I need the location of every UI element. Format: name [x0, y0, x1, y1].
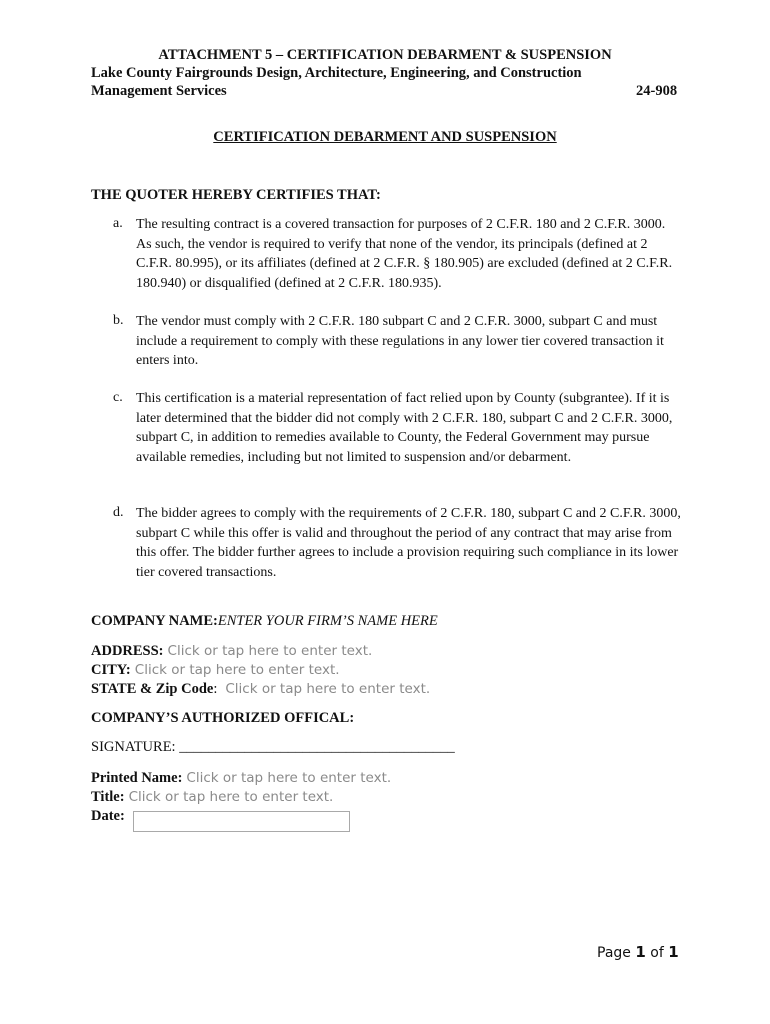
printed-name-field[interactable]: Click or tap here to enter text.: [186, 770, 392, 786]
state-zip-colon: :: [213, 681, 218, 697]
signature-line[interactable]: ______________________________________: [179, 739, 455, 755]
company-name-field[interactable]: ENTER YOUR FIRM’S NAME HERE: [217, 613, 438, 629]
page-current: 1: [635, 943, 646, 961]
city-row: [91, 661, 340, 679]
signature-label: SIGNATURE:: [91, 739, 176, 755]
item-letter: c.: [113, 390, 123, 405]
item-text: The bidder agrees to comply with the requirements of 2 C.F.R. 180, subpart C and 2 C.F.R. 3000, subpart C while this offer is valid and throughout the period of any contract that may arise from this offer. The bidder further agrees to include a provision requiring such compliance in its lower tier covered transactions.: [136, 506, 681, 580]
item-text: The resulting contract is a covered transaction for purposes of 2 C.F.R. 180 and 2 C.F.R. 3000. As such, the vendor is required to verify that none of the vendor, its principals (defined at 2 C.F.R. 80.995), or its affiliates (defined at 2 C.F.R. § 180.905) are excluded (defined at 2 C.F.R. 180.940) or disqualified (defined at 2 C.F.R. 180.935).: [136, 217, 673, 291]
section-title: CERTIFICATION DEBARMENT AND SUSPENSION: [213, 129, 557, 145]
date-field[interactable]: [133, 811, 350, 832]
item-letter: a.: [113, 216, 123, 231]
state-zip-field[interactable]: Click or tap here to enter text.: [225, 681, 431, 697]
title-field[interactable]: Click or tap here to enter text.: [128, 789, 334, 805]
state-zip-label: STATE & Zip Code: [91, 681, 214, 697]
signature-row: [91, 739, 455, 756]
project-number: 24-908: [636, 83, 678, 99]
city-label: CITY:: [91, 662, 131, 678]
page-word: Page: [597, 945, 631, 961]
address-label: ADDRESS:: [91, 643, 164, 659]
title-row: [91, 788, 333, 806]
of-word: of: [650, 945, 664, 961]
company-name-row: [91, 612, 438, 630]
address-row: [91, 642, 372, 660]
item-letter: d.: [113, 505, 124, 520]
authorized-heading: COMPANY’S AUTHORIZED OFFICAL:: [91, 710, 355, 726]
date-label: Date:: [91, 808, 125, 824]
printed-name-row: [91, 769, 391, 787]
page-footer: [597, 943, 679, 961]
city-field[interactable]: Click or tap here to enter text.: [134, 662, 340, 678]
certifies-heading: THE QUOTER HEREBY CERTIFIES THAT:: [91, 187, 381, 203]
item-text: This certification is a material representation of fact relied upon by County (subgrantee). If it is later determined that the bidder did not comply with 2 C.F.R. 180, subpart C and 2 C.F.R. 3000, subpart C, in addition to remedies available to County, the Federal Government may pursue available remedies, including but not limited to suspension and/or debarment.: [136, 391, 673, 465]
project-title-line1: Lake County Fairgrounds Design, Architecture, Engineering, and Construction: [91, 65, 582, 81]
title-label: Title:: [91, 789, 125, 805]
project-title-line2: Management Services: [91, 83, 227, 99]
item-letter: b.: [113, 313, 124, 328]
page-total: 1: [668, 943, 679, 961]
company-name-label: COMPANY NAME:: [91, 613, 218, 629]
item-text: The vendor must comply with 2 C.F.R. 180 subpart C and 2 C.F.R. 3000, subpart C and must include a requirement to comply with these regulations in any lower tier covered transaction it enters into.: [136, 314, 664, 368]
printed-name-label: Printed Name:: [91, 770, 183, 786]
state-zip-row: [91, 680, 430, 698]
attachment-title: ATTACHMENT 5 – CERTIFICATION DEBARMENT & SUSPENSION: [158, 47, 612, 63]
address-field[interactable]: Click or tap here to enter text.: [167, 643, 373, 659]
